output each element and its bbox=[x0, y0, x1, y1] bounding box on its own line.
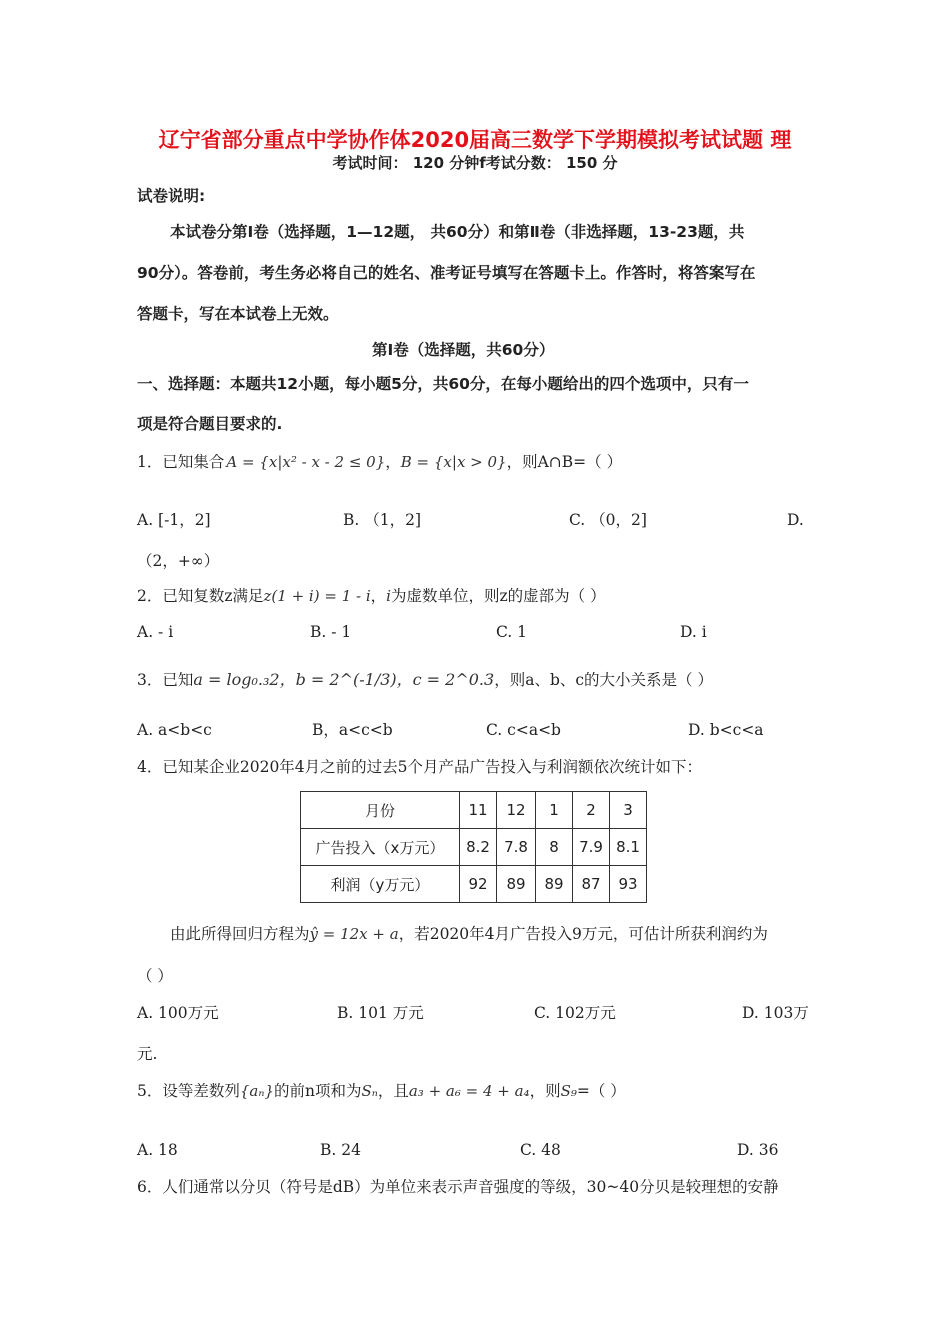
q5-option-b: B. 24 bbox=[320, 1141, 361, 1159]
question-4-stem: 4．已知某企业2020年4月之前的过去5个月产品广告投入与利润额依次统计如下： bbox=[137, 758, 703, 776]
table-cell: 广告投入（x万元） bbox=[301, 829, 460, 866]
notes-paragraph-line3: 答题卡，写在本试卷上无效。 bbox=[137, 305, 339, 323]
exam-info: 考试时间： 120 分钟f考试分数： 150 分 bbox=[332, 154, 618, 172]
table-cell: 7.9 bbox=[573, 829, 610, 866]
q1-option-d: D. bbox=[787, 511, 804, 529]
q4-answer-paren: （ ） bbox=[137, 967, 173, 985]
table-cell: 2 bbox=[573, 792, 610, 829]
page-title: 辽宁省部分重点中学协作体2020届高三数学下学期模拟考试试题 理 bbox=[158, 128, 792, 152]
q2-option-b: B. - 1 bbox=[310, 623, 352, 641]
table-cell: 8.1 bbox=[610, 829, 647, 866]
table-cell: 89 bbox=[536, 866, 573, 903]
table-cell: 93 bbox=[610, 866, 647, 903]
q2-prefix: 2．已知复数z满足 bbox=[137, 587, 264, 605]
notes-paragraph-line2: 90分）。答卷前，考生务必将自己的姓名、准考证号填写在答题卡上。作答时，将答案写在 bbox=[137, 264, 756, 282]
q4-option-c: C. 102万元 bbox=[534, 1004, 616, 1022]
question-3-stem bbox=[137, 670, 713, 690]
q5-option-a: A. 18 bbox=[137, 1141, 178, 1159]
table-cell: 92 bbox=[460, 866, 497, 903]
table-cell: 利润（y万元） bbox=[301, 866, 460, 903]
table-cell: 7.8 bbox=[497, 829, 536, 866]
table-cell: 89 bbox=[497, 866, 536, 903]
q4-line-suffix: ，若2020年4月广告投入9万元，可估计所获利润约为 bbox=[398, 925, 768, 943]
q2-option-c: C. 1 bbox=[496, 623, 528, 641]
table-cell: 1 bbox=[536, 792, 573, 829]
notes-heading: 试卷说明: bbox=[137, 187, 206, 205]
table-cell: 11 bbox=[460, 792, 497, 829]
q4-regression-line bbox=[170, 924, 768, 944]
question-2-stem bbox=[137, 586, 606, 606]
q5-mid1: 的前n项和为 bbox=[273, 1082, 362, 1100]
table-cell: 87 bbox=[573, 866, 610, 903]
table-cell: 8.2 bbox=[460, 829, 497, 866]
q4-option-b: B. 101 万元 bbox=[337, 1004, 424, 1022]
part1-heading: 第Ⅰ卷（选择题，共60分） bbox=[372, 341, 555, 359]
question-1-stem bbox=[137, 452, 622, 472]
q5-suffix: =（ ） bbox=[576, 1082, 626, 1100]
table-row-ad-input bbox=[301, 829, 647, 866]
q3-suffix: ，则a、b、c的大小关系是（ ） bbox=[494, 671, 713, 689]
q1-option-c: C. （0，2] bbox=[569, 511, 647, 529]
part1-instruction-line1: 一、选择题：本题共12小题，每小题5分，共60分，在每小题给出的四个选项中，只有一 bbox=[137, 375, 749, 393]
q1-prefix: 1．已知集合 bbox=[137, 453, 225, 471]
q5-mid3: ，则 bbox=[529, 1082, 561, 1100]
q2-suffix: 为虚数单位，则z的虚部为（ ） bbox=[390, 587, 606, 605]
table-row-profit bbox=[301, 866, 647, 903]
q3-option-b: B，a<c<b bbox=[312, 721, 393, 739]
q2-imag-unit: i bbox=[386, 587, 391, 605]
q5-option-d: D. 36 bbox=[737, 1141, 779, 1159]
q4-option-a: A. 100万元 bbox=[137, 1004, 219, 1022]
question-5-stem bbox=[137, 1081, 626, 1101]
q1-option-a: A. [-1，2] bbox=[137, 511, 211, 529]
q3-option-a: A. a<b<c bbox=[137, 721, 212, 739]
q5-option-c: C. 48 bbox=[520, 1141, 561, 1159]
q3-option-d: D. b<c<a bbox=[688, 721, 764, 739]
q5-equation: a₃ + a₆ = 4 + a₄ bbox=[408, 1082, 530, 1100]
q4-line-prefix: 由此所得回归方程为 bbox=[170, 925, 310, 943]
q5-mid2: ，且 bbox=[377, 1082, 409, 1100]
q2-comma: ， bbox=[370, 587, 387, 605]
table-cell: 8 bbox=[536, 829, 573, 866]
notes-paragraph-line1: 本试卷分第Ⅰ卷（选择题，1—12题， 共60分）和第Ⅱ卷（非选择题，13-23题，共 bbox=[170, 223, 745, 241]
q1-set-a: A = {x|x² - x - 2 ≤ 0} bbox=[226, 453, 386, 471]
q5-s9: S₉ bbox=[560, 1082, 577, 1100]
part1-instruction-line2: 项是符合题目要求的. bbox=[137, 415, 283, 433]
q4-option-d: D. 103万 bbox=[742, 1004, 809, 1022]
q3-option-c: C. c<a<b bbox=[486, 721, 561, 739]
q3-equation: a = log₀.₃2，b = 2^(-1/3)，c = 2^0.3 bbox=[193, 670, 495, 689]
table-row-month bbox=[301, 792, 647, 829]
statistics-table bbox=[300, 791, 647, 903]
table-cell: 月份 bbox=[301, 792, 460, 829]
q4-regression-equation: ŷ = 12x + a bbox=[309, 925, 399, 943]
q1-set-b: B = {x|x > 0} bbox=[400, 453, 507, 471]
q5-sequence: {aₙ} bbox=[239, 1082, 274, 1100]
table-cell: 3 bbox=[610, 792, 647, 829]
q2-equation: z(1 + i) = 1 - i bbox=[263, 587, 371, 605]
q2-option-d: D. i bbox=[680, 623, 707, 641]
table-cell: 12 bbox=[497, 792, 536, 829]
q1-option-b: B. （1，2] bbox=[343, 511, 422, 529]
q2-option-a: A. - i bbox=[137, 623, 174, 641]
q1-separator: ， bbox=[385, 453, 401, 471]
question-6-stem: 6．人们通常以分贝（符号是dB）为单位来表示声音强度的等级，30~40分贝是较理想的安静 bbox=[137, 1178, 779, 1196]
q1-option-d-value: （2，+∞） bbox=[137, 552, 220, 570]
q5-sn: Sₙ bbox=[361, 1082, 378, 1100]
q3-prefix: 3．已知 bbox=[137, 671, 194, 689]
q5-prefix: 5．设等差数列 bbox=[137, 1082, 240, 1100]
q1-suffix: ，则A∩B=（ ） bbox=[506, 453, 623, 471]
q4-option-d-tail: 元. bbox=[137, 1045, 158, 1063]
